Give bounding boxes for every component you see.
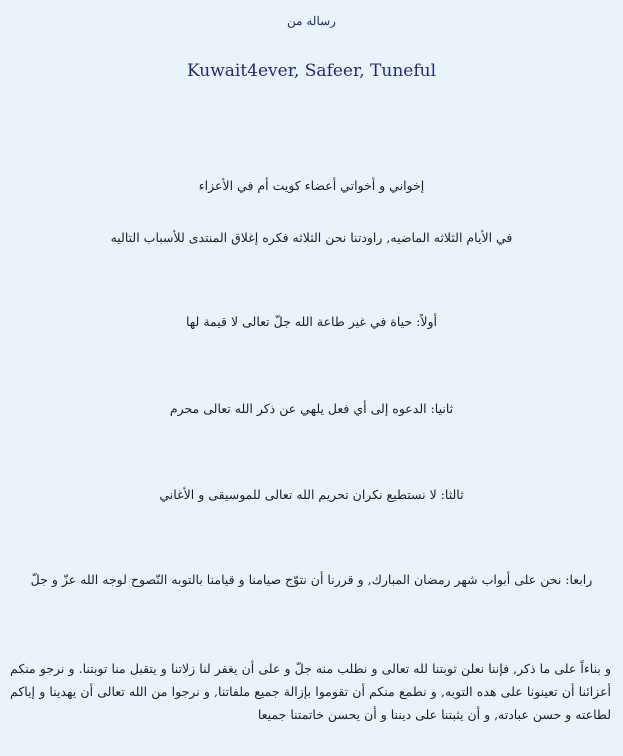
closing-paragraph: و بناءاً على ما ذكر, فإننا نعلن توبتنا لله تعالى و نطلب منه جلّ و على أن يغفر لنا زلاتنا و يتقبل منا توبتنا. و نرجو منكم أعزائنا أن تعينونا على هده التوبه, و نطمع منكم أن تقوموا بإزالة جميع ملفاتنا, و نرجوا من الله تعالى أن يهدينا و إياكم لطاعته و حسن عبادته, و أن يثبتنا على ديننا و أن يحسن خاتمتنا جميعا xyxy=(10,661,611,722)
greeting: إخواني و أخواتي أعضاء كويت أم في الأعزاء xyxy=(198,178,425,193)
reason-fourth: رابعا: نحن على أبواب شهر رمضان المبارك, و قررنا أن نتوّج صيامنا و قيامنا بالتوبه النّصوح لوجه الله عزّ و جلّ xyxy=(30,572,593,587)
authors-line: Kuwait4ever, Safeer, Tuneful xyxy=(186,61,437,81)
intro-paragraph: في الأيام الثلاثه الماضيه, راودتنا نحن الثلاثه فكره إغلاق المنتدى للأسباب التاليه xyxy=(110,230,513,245)
reason-third: ثالثا: لا نستطيع نكران تحريم الله تعالى للموسيقى و الأغاني xyxy=(159,487,464,502)
reason-first: أولاً: حياة في غير طاعة الله جلّ تعالى لا قيمة لها xyxy=(185,314,437,329)
from-label: رساله من xyxy=(287,14,336,28)
reason-second: ثانيا: الدعوه إلى أي فعل يلهي عن ذكر الله تعالى محرم xyxy=(169,401,454,416)
